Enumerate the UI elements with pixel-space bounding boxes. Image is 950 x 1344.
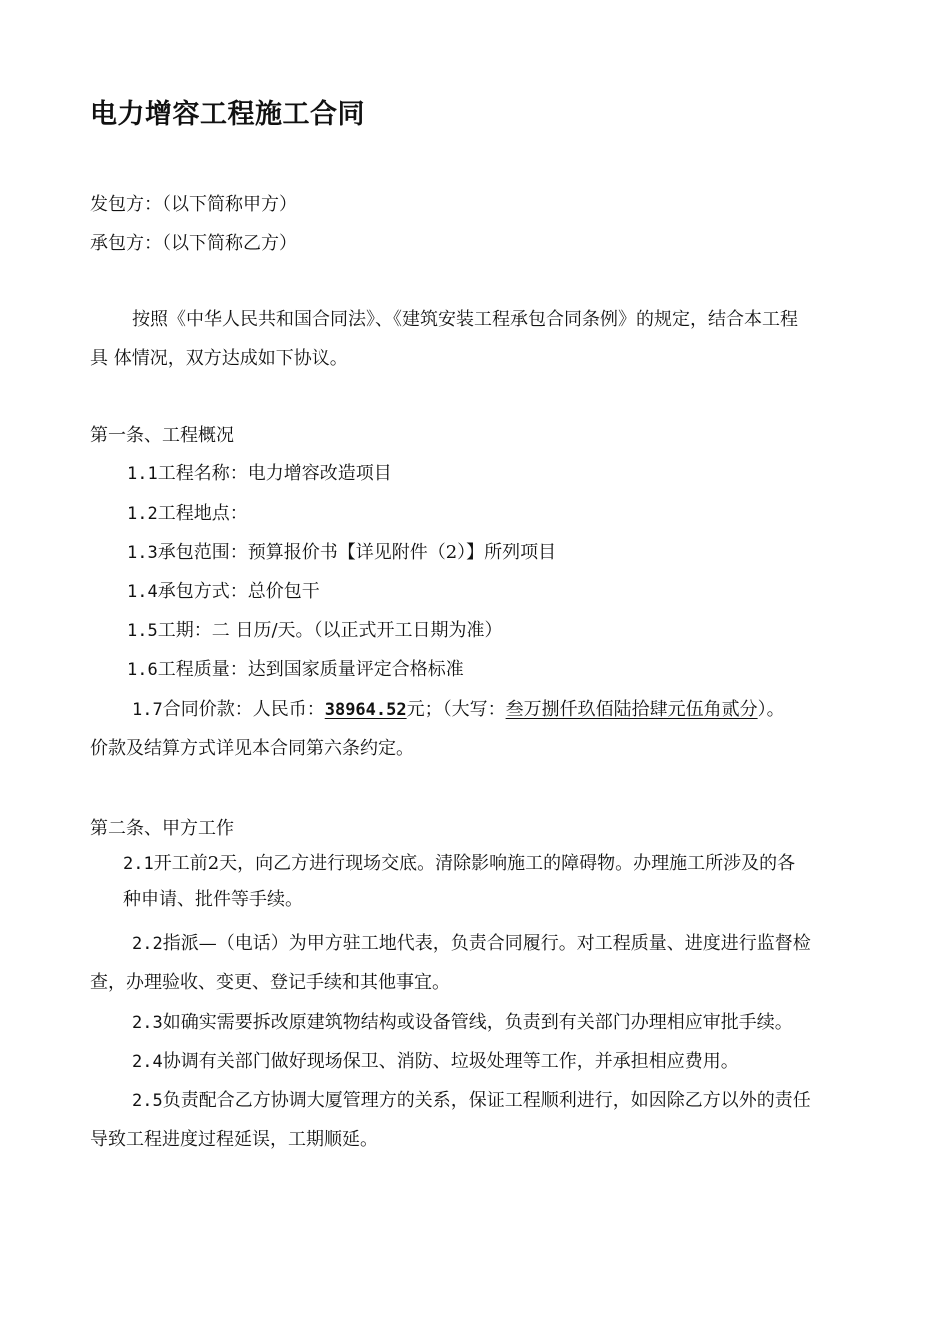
item-number: 2.1 <box>123 854 154 874</box>
item-text: 工期：二 日历/天。（以正式开工日期为准） <box>157 620 503 641</box>
employer-line: 发包方：（以下简称甲方） <box>90 194 297 215</box>
contract-price-mid: 元；（大写： <box>406 699 506 720</box>
item-text: 工程质量：达到国家质量评定合格标准 <box>157 659 464 680</box>
item-number: 1.2 <box>127 504 158 524</box>
article1-item-7 <box>132 698 785 722</box>
article2-item-1 <box>123 852 795 876</box>
article1-item-2 <box>127 502 248 526</box>
item-text: 工程地点： <box>157 503 248 524</box>
article2-item-3 <box>132 1011 793 1035</box>
item-text: 如确实需要拆改原建筑物结构或设备管线，负责到有关部门办理相应审批手续。 <box>162 1012 793 1033</box>
item-text: 协调有关部门做好现场保卫、消防、垃圾处理等工作，并承担相应费用。 <box>162 1051 739 1072</box>
article2-item-5-line-2: 导致工程进度过程延误，工期顺延。 <box>90 1129 378 1150</box>
item-text: 指派—（电话）为甲方驻工地代表，负责合同履行。对工程质量、进度进行监督检 <box>162 933 811 954</box>
article2-item-2-line-2: 查，办理验收、变更、登记手续和其他事宜。 <box>90 972 450 993</box>
contract-price-prefix: 合同价款：人民币： <box>162 699 325 720</box>
item-number: 1.4 <box>127 582 158 602</box>
item-number: 2.3 <box>132 1013 163 1033</box>
article2-heading: 第二条、甲方工作 <box>90 818 234 839</box>
article2-item-2 <box>132 932 811 956</box>
article1-heading: 第一条、工程概况 <box>90 425 234 446</box>
article2-item-5 <box>132 1089 811 1113</box>
article1-item-3 <box>127 541 556 565</box>
contract-price-suffix: ）。 <box>757 699 785 720</box>
preamble-line-2: 具 体情况，双方达成如下协议。 <box>90 348 348 369</box>
item-number: 1.5 <box>127 621 158 641</box>
item-number: 1.7 <box>132 700 163 720</box>
item-number: 1.6 <box>127 660 158 680</box>
item-text: 开工前2天，向乙方进行现场交底。清除影响施工的障碍物。办理施工所涉及的各 <box>153 853 796 874</box>
item-number: 1.1 <box>127 464 158 484</box>
contract-price-amount: 38964.52 <box>324 700 407 720</box>
item-number: 2.4 <box>132 1052 163 1072</box>
item-text: 负责配合乙方协调大厦管理方的关系，保证工程顺利进行，如因除乙方以外的责任 <box>162 1090 811 1111</box>
article1-item-1 <box>127 462 392 486</box>
preamble-line-1: 按照《中华人民共和国合同法》、《建筑安装工程承包合同条例》的规定，结合本工程 <box>132 309 798 330</box>
item-number: 2.5 <box>132 1091 163 1111</box>
item-number: 2.2 <box>132 934 163 954</box>
item-text: 工程名称：电力增容改造项目 <box>157 463 392 484</box>
contract-price-words: 叁万捌仟玖佰陆拾肆元伍角贰分 <box>505 699 758 720</box>
item-text: 承包方式：总价包干 <box>157 581 320 602</box>
article1-item-5 <box>127 619 503 643</box>
article1-item-6 <box>127 658 464 682</box>
article1-item-4 <box>127 580 320 604</box>
contractor-line: 承包方：（以下简称乙方） <box>90 233 297 254</box>
article2-item-1-line-2: 种申请、批件等手续。 <box>123 889 303 910</box>
article1-item-7-line-2: 价款及结算方式详见本合同第六条约定。 <box>90 738 414 759</box>
article2-item-4 <box>132 1050 739 1074</box>
item-number: 1.3 <box>127 543 158 563</box>
item-text: 承包范围：预算报价书【详见附件（2）】所列项目 <box>157 542 557 563</box>
document-title: 电力增容工程施工合同 <box>90 99 365 130</box>
